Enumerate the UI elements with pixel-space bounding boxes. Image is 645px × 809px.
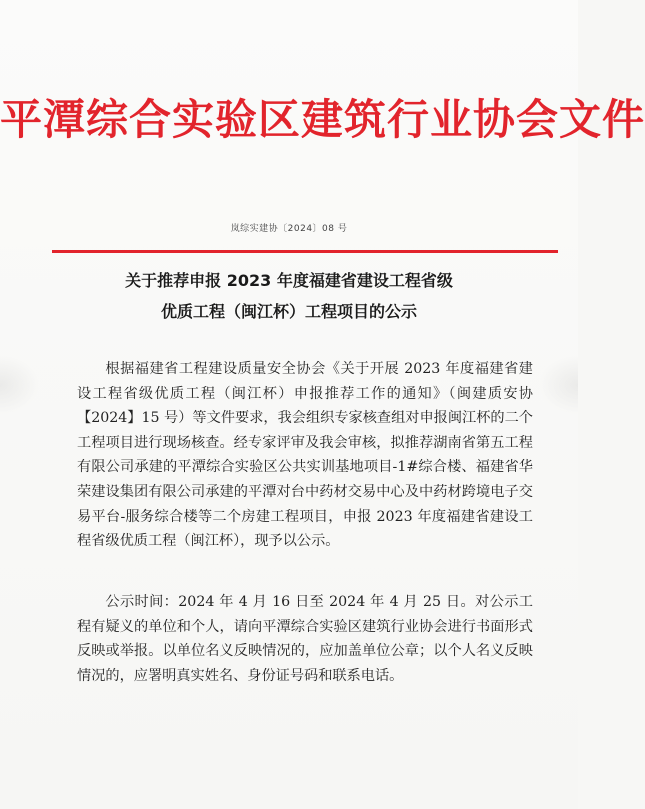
red-divider-rule (52, 250, 558, 253)
body-paragraph-1: 根据福建省工程建设质量安全协会《关于开展 2023 年度福建省建设工程省级优质工程（闽江杯）申报推荐工作的通知》（闽建质安协【2024】15 号）等文件要求，我会组织专家核查组对申报闽江杯的二个工程项目进行现场核查。经专家评审及我会审核，拟推荐湖南省第五工程有限公司承建的平潭综合实验区公共实训基地项目-1#综合楼、福建省华荣建设集团有限公司承建的平潭对台中药材交易中心及中药材跨境电子交易平台-服务综合楼等二个房建工程项目，申报 2023 年度福建省建设工程省级优质工程（闽江杯），现予以公示。 (77, 361, 533, 550)
body-paragraph-2: 公示时间：2024 年 4 月 16 日至 2024 年 4 月 25 日。对公示工程有疑义的单位和个人，请向平潭综合实验区建筑行业协会进行书面形式反映或举报。以单位名义反映情况的，应加盖单位公章；以个人名义反映情况的，应署明真实姓名、身份证号码和联系电话。 (77, 594, 533, 684)
scan-edge-shadow-left (0, 355, 40, 415)
document-title-line-2: 优质工程（闽江杯）工程项目的公示 (160, 302, 417, 321)
document-number: 岚综实建协〔2024〕08 号 (230, 224, 348, 234)
document-title-line-1: 关于推荐申报 2023 年度福建省建设工程省级 (125, 271, 453, 290)
letterhead-title: 平潭综合实验区建筑行业协会文件 (0, 95, 645, 144)
scan-edge-shadow-right (538, 355, 578, 415)
